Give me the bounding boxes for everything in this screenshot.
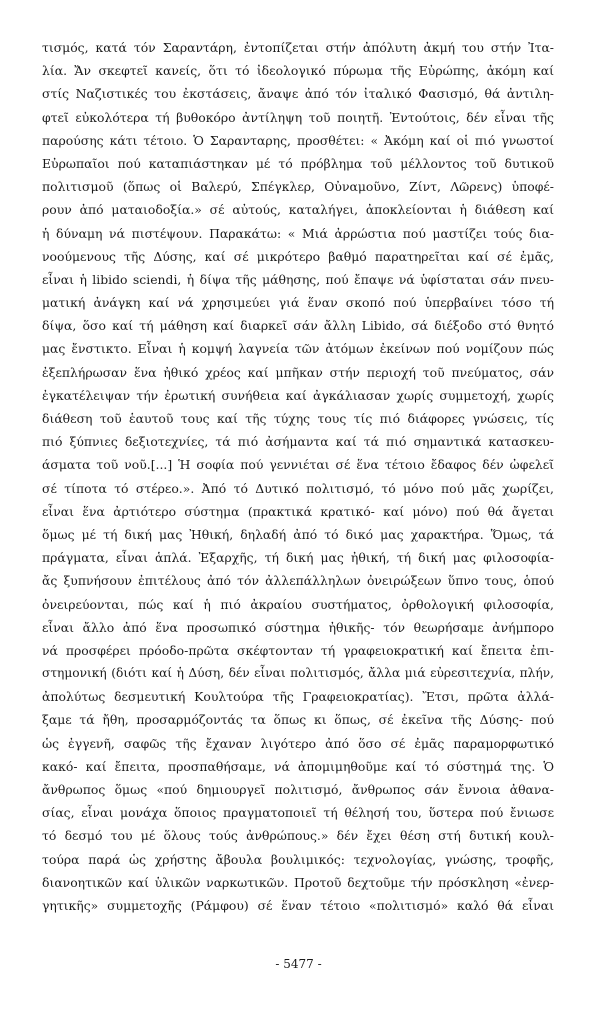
- text-line: ἄνθρωπος ὅμως «πού δημιουργεῖ πολιτισμό, ἄνθρωπος σάν ἔννοια ἀθανα-: [42, 782, 554, 797]
- text-line: μας ἔνστικτο. Εἶναι ἡ κομψή λαγνεία τῶν ἀτόμων ἐκείνων πού νομίζουν πώς: [42, 341, 554, 357]
- text-line: ξαμε τά ἤθη, προσαρμόζοντάς τα ὅπως κι ὅπως, σέ ἐκεῖνα τῆς Δύσης- πού: [42, 712, 554, 728]
- text-line: ὅμως μέ τή δική μας Ἠθική, δηλαδή ἀπό τό δικό μας χαρακτήρα. Ὅμως, τά: [42, 526, 554, 542]
- text-line: ἀπολύτως δεσμευτική Κουλτούρα τῆς Γραφειοκρατίας). Ἔτσι, πρῶτα ἀλλά-: [42, 689, 554, 705]
- text-line: Εὐρωπαῖοι πού καταπιάστηκαν μέ τό πρόβλημα τοῦ μέλλοντος τοῦ δυτικοῦ: [42, 155, 554, 171]
- text-line: τούρα παρά ὡς χρήστης ἄβουλα βουλιμικός: τεχνολογίας, γνώσης, τροφῆς,: [42, 851, 554, 867]
- text-line: πράγματα, εἶναι ἁπλά. Ἐξαρχῆς, τή δική μας ἠθική, τή δική μας φιλοσοφία-: [42, 550, 554, 566]
- text-line: στίς Ναζιστικές του ἐκστάσεις, ἄναψε ἀπό τόν ἰταλικό Φασισμό, θά ἀντιλη-: [42, 86, 554, 102]
- text-line: στημονική (διότι καί ἡ Δύση, δέν εἶναι πολιτισμός, ἄλλα μιά εὐρεσιτεχνία, πλήν,: [42, 666, 554, 681]
- text-line: φτεῖ εὐκολότερα τή βυθοκόρο ἀντίληψη τοῦ ποιητῆ. Ἐντούτοις, δέν εἶναι τῆς: [42, 109, 554, 125]
- text-line: ἐξεπλήρωσαν ἕνα ἠθικό χρέος καί μπῆκαν στήν περιοχή τοῦ πνεύματος, σάν: [42, 364, 554, 380]
- text-line: σέ τίποτα τό στέρεο.». Ἀπό τό Δυτικό πολιτισμό, τό μόνο πού μᾶς χωρίζει,: [42, 480, 554, 496]
- text-line: νοούμενους τῆς Δύσης, καί σέ μικρότερο βαθμό παρατηρεῖται καί σέ ἐμᾶς,: [42, 248, 554, 264]
- text-line: ματική ἀνάγκη καί νά χρησιμεύει γιά ἕναν σκοπό πού ὑπερβαίνει τόσο τή: [42, 295, 554, 311]
- text-line: ἐγκατέλειψαν τήν ἐρωτική συνήθεια καί ἀγκάλιασαν χωρίς συμμετοχή, χωρίς: [42, 387, 554, 403]
- text-line: παρούσης κάτι τέτοιο. Ὁ Σαρανταρης, προσθέτει: « Ἀκόμη καί οἱ πιό γνωστοί: [42, 132, 554, 148]
- text-line: νά προσφέρει πρόοδο-πρῶτα σκέφτονταν τή γραφειοκρατική καί ἔπειτα ἐπι-: [42, 642, 554, 658]
- text-line: εἶναι ἄλλο ἀπό ἕνα προσωπικό σύστημα ἠθικῆς- τόν θεωρήσαμε ἀνήμπορο: [42, 619, 554, 635]
- text-line: διανοητικῶν καί ὑλικῶν ναρκωτικῶν. Προτοῦ δεχτοῦμε τήν πρόσκληση «ἐνερ-: [42, 874, 554, 890]
- text-line: τισμός, κατά τόν Σαραντάρη, ἐντοπίζεται στήν ἀπόλυτη ἀκμή του στήν Ἰτα-: [42, 40, 554, 55]
- text-line: τό δεσμό του μέ ὅλους τούς ἀνθρώπους.» δέν ἔχει θέση στή δυτική κουλ-: [42, 828, 554, 844]
- text-line: πολιτισμοῦ (ὅπως οἱ Βαλερύ, Σπέγκλερ, Οὐναμοῦνο, Ζίντ, Λῶρενς) ὑποφέ-: [42, 179, 554, 195]
- text-line: εἶναι ἡ libido sciendi, ἡ δίψα τῆς μάθησης, πού ἔπαψε νά ὑφίσταται σάν πνευ-: [42, 271, 554, 287]
- text-line: σίας, εἶναι μονάχα ὅποιος πραγματοποιεῖ τή θέλησή του, ὕστερα πού ἔνιωσε: [42, 805, 554, 821]
- text-line: ἡ δύναμη νά πιστέψουν. Παρακάτω: « Μιά ἀρρώστια πού μαστίζει τούς δια-: [42, 225, 554, 241]
- text-line: πιό ξύπνιες δεξιοτεχνίες, τά πιό ἀσήμαντα καί τά πιό σημαντικά κατασκευ-: [42, 434, 554, 450]
- text-line: λία. Ἄν σκεφτεῖ κανείς, ὅτι τό ἰδεολογικό πύρωμα τῆς Εὐρώπης, ἀκόμη καί: [42, 63, 554, 79]
- text-line: ρουν ἀπό ματαιοδοξία.» σέ αὐτούς, καταλήγει, ἀποκλείονται ἡ διάθεση καί: [42, 202, 554, 218]
- body-text: [42, 36, 554, 917]
- text-line: ἄς ξυπνήσουν ἐπιτέλους ἀπό τόν ἀλλεπάλληλων ὀνειρώξεων ὕπνο τους, ὁπού: [42, 573, 554, 589]
- text-line: ὡς ἐγγενῆ, σαφῶς τῆς ἔχαναν λιγότερο ἀπό ὅσο σέ ἐμᾶς παραμορφωτικό: [42, 735, 554, 751]
- text-line: γητικῆς» συμμετοχῆς (Ράμφου) σέ ἕναν τέτοιο «πολιτισμό» καλό θά εἶναι: [42, 897, 554, 913]
- text-line: ὀνειρεύονται, πώς καί ἡ πιό ἀκραίου συστήματος, ὀρθολογική φιλοσοφία,: [42, 596, 554, 612]
- page-number: - 5477 -: [275, 957, 322, 971]
- text-line: δίψα, ὅσο καί τή μάθηση καί διαρκεῖ σάν ἄλλη Libido, σά διέξοδο στό θνητό: [42, 318, 554, 334]
- text-line: άσματα τοῦ νοῦ.[...] Ἡ σοφία πού γεννιέται σέ ἕνα τέτοιο ἔδαφος δέν ὠφελεῖ: [42, 457, 554, 473]
- text-line: εἶναι ἕνα ἀρτιότερο σύστημα (πρακτικά κρατικό- καί μόνο) πού θά ἄγεται: [42, 503, 554, 519]
- text-line: κακό- καί ἔπειτα, προσπαθήσαμε, νά ἀπομιμηθοῦμε καί τό σύστημά της. Ὁ: [42, 758, 554, 774]
- text-line: διάθεση τοῦ ἑαυτοῦ τους καί τῆς τύχης τους τίς πιό διάφορες γνώσεις, τίς: [42, 411, 554, 426]
